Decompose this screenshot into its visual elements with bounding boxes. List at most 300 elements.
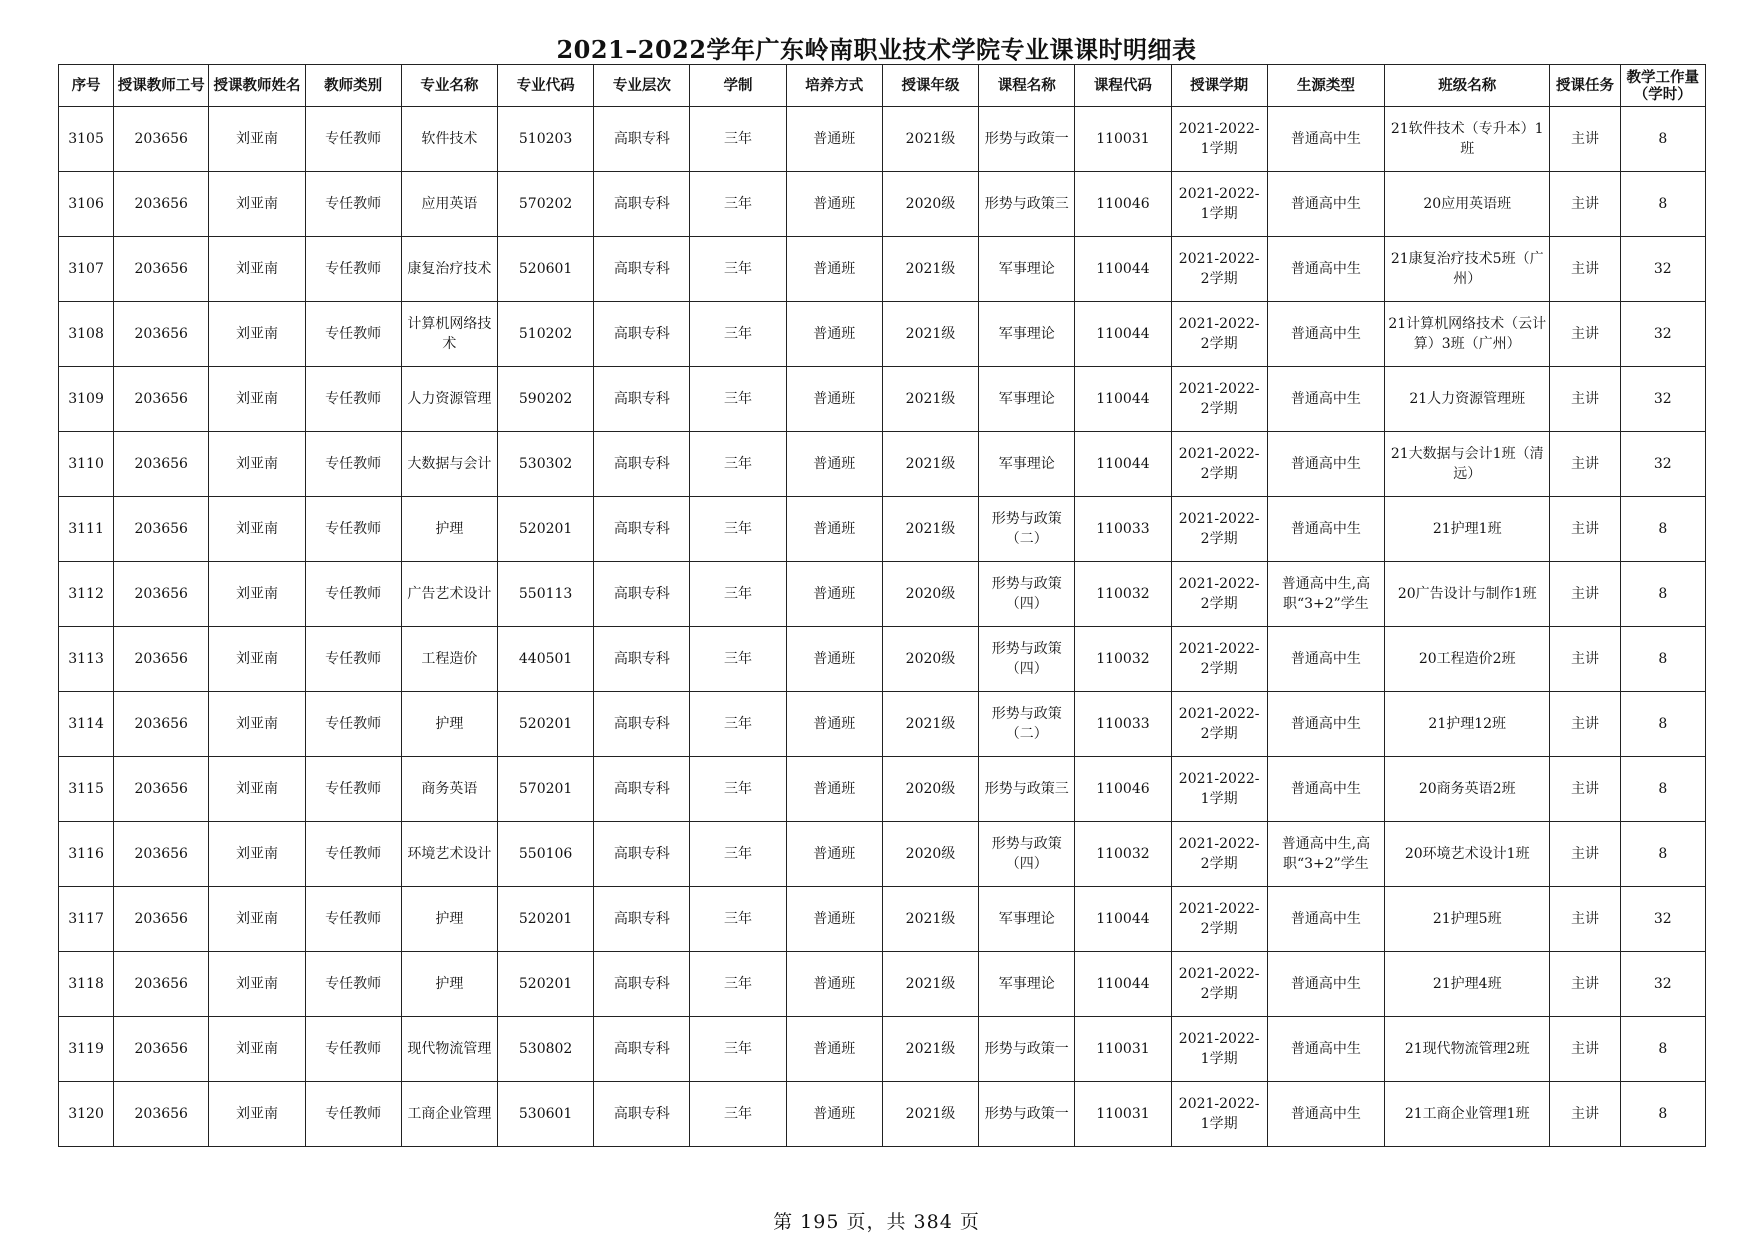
table-cell: 3108 [59, 302, 114, 367]
table-cell: 3109 [59, 367, 114, 432]
document-title: 2021–2022学年广东岭南职业技术学院专业课课时明细表 [556, 35, 1197, 64]
table-cell: 专任教师 [305, 302, 401, 367]
table-cell: 2021-2022-2学期 [1171, 627, 1267, 692]
table-cell: 2021-2022-2学期 [1171, 302, 1267, 367]
table-cell: 刘亚南 [209, 302, 305, 367]
table-cell: 520601 [498, 237, 594, 302]
table-cell: 3112 [59, 562, 114, 627]
table-cell: 8 [1620, 1082, 1705, 1147]
table-cell: 20工程造价2班 [1385, 627, 1550, 692]
table-cell: 形势与政策一 [979, 1017, 1075, 1082]
table-cell: 刘亚南 [209, 627, 305, 692]
table-cell: 3107 [59, 237, 114, 302]
table-cell: 军事理论 [979, 887, 1075, 952]
column-header: 生源类型 [1267, 65, 1384, 107]
table-cell: 2020级 [882, 627, 978, 692]
table-cell: 专任教师 [305, 692, 401, 757]
table-cell: 21软件技术（专升本）1班 [1385, 107, 1550, 172]
table-cell: 203656 [114, 1082, 209, 1147]
table-cell: 8 [1620, 107, 1705, 172]
table-cell: 主讲 [1550, 432, 1620, 497]
table-cell: 203656 [114, 952, 209, 1017]
table-cell: 普通高中生 [1267, 367, 1384, 432]
table-cell: 普通高中生 [1267, 302, 1384, 367]
table-cell: 2021-2022-2学期 [1171, 432, 1267, 497]
table-cell: 20广告设计与制作1班 [1385, 562, 1550, 627]
table-cell: 三年 [690, 887, 786, 952]
table-cell: 520201 [498, 692, 594, 757]
course-hours-table [58, 64, 1706, 1147]
table-cell: 21康复治疗技术5班（广州） [1385, 237, 1550, 302]
table-cell: 刘亚南 [209, 237, 305, 302]
table-cell: 203656 [114, 562, 209, 627]
table-cell: 110044 [1075, 432, 1171, 497]
column-header: 专业层次 [594, 65, 690, 107]
table-cell: 3106 [59, 172, 114, 237]
table-cell: 普通高中生 [1267, 432, 1384, 497]
table-cell: 110044 [1075, 367, 1171, 432]
table-cell: 形势与政策（二） [979, 497, 1075, 562]
table-cell: 21护理1班 [1385, 497, 1550, 562]
table-cell: 刘亚南 [209, 887, 305, 952]
table-cell: 21大数据与会计1班（清远） [1385, 432, 1550, 497]
column-header: 授课教师姓名 [209, 65, 305, 107]
table-cell: 550106 [498, 822, 594, 887]
table-cell: 8 [1620, 692, 1705, 757]
table-cell: 计算机网络技术 [401, 302, 497, 367]
column-header: 课程代码 [1075, 65, 1171, 107]
table-cell: 高职专科 [594, 1017, 690, 1082]
table-cell: 2020级 [882, 757, 978, 822]
table-cell: 普通高中生 [1267, 887, 1384, 952]
table-header-row [59, 65, 1706, 107]
table-cell: 普通班 [786, 562, 882, 627]
table-cell: 203656 [114, 172, 209, 237]
table-cell: 530802 [498, 1017, 594, 1082]
column-header: 班级名称 [1385, 65, 1550, 107]
table-cell: 高职专科 [594, 432, 690, 497]
table-row [59, 692, 1706, 757]
column-header: 学制 [690, 65, 786, 107]
table-cell: 主讲 [1550, 172, 1620, 237]
table-cell: 刘亚南 [209, 692, 305, 757]
table-cell: 520201 [498, 497, 594, 562]
table-cell: 32 [1620, 367, 1705, 432]
table-row [59, 952, 1706, 1017]
table-cell: 形势与政策一 [979, 107, 1075, 172]
table-cell: 8 [1620, 562, 1705, 627]
table-cell: 刘亚南 [209, 562, 305, 627]
table-cell: 高职专科 [594, 302, 690, 367]
table-cell: 军事理论 [979, 237, 1075, 302]
table-row [59, 757, 1706, 822]
table-cell: 3117 [59, 887, 114, 952]
table-cell: 2021-2022-2学期 [1171, 952, 1267, 1017]
table-cell: 三年 [690, 107, 786, 172]
table-cell: 203656 [114, 887, 209, 952]
table-cell: 刘亚南 [209, 172, 305, 237]
column-header: 授课年级 [882, 65, 978, 107]
table-cell: 2021-2022-2学期 [1171, 692, 1267, 757]
table-cell: 三年 [690, 952, 786, 1017]
table-cell: 主讲 [1550, 952, 1620, 1017]
table-cell: 形势与政策（四） [979, 562, 1075, 627]
table-cell: 主讲 [1550, 237, 1620, 302]
table-cell: 主讲 [1550, 367, 1620, 432]
table-cell: 203656 [114, 757, 209, 822]
table-cell: 2021-2022-1学期 [1171, 172, 1267, 237]
table-cell: 203656 [114, 1017, 209, 1082]
table-cell: 专任教师 [305, 627, 401, 692]
table-cell: 专任教师 [305, 952, 401, 1017]
table-cell: 高职专科 [594, 757, 690, 822]
table-cell: 广告艺术设计 [401, 562, 497, 627]
table-cell: 2020级 [882, 822, 978, 887]
column-header: 教学工作量（学时） [1620, 65, 1705, 107]
table-cell: 高职专科 [594, 692, 690, 757]
table-cell: 主讲 [1550, 302, 1620, 367]
table-cell: 3113 [59, 627, 114, 692]
table-cell: 主讲 [1550, 757, 1620, 822]
table-cell: 203656 [114, 692, 209, 757]
table-cell: 普通高中生 [1267, 952, 1384, 1017]
table-cell: 21计算机网络技术（云计算）3班（广州） [1385, 302, 1550, 367]
table-cell: 3111 [59, 497, 114, 562]
table-cell: 高职专科 [594, 887, 690, 952]
table-cell: 主讲 [1550, 822, 1620, 887]
table-cell: 三年 [690, 562, 786, 627]
table-cell: 110032 [1075, 822, 1171, 887]
table-cell: 2021级 [882, 237, 978, 302]
table-cell: 8 [1620, 1017, 1705, 1082]
table-cell: 2021-2022-2学期 [1171, 887, 1267, 952]
table-cell: 2021级 [882, 107, 978, 172]
table-cell: 2021级 [882, 692, 978, 757]
table-cell: 高职专科 [594, 107, 690, 172]
table-cell: 刘亚南 [209, 952, 305, 1017]
table-cell: 普通班 [786, 172, 882, 237]
table-cell: 软件技术 [401, 107, 497, 172]
table-cell: 刘亚南 [209, 107, 305, 172]
table-cell: 军事理论 [979, 367, 1075, 432]
table-cell: 主讲 [1550, 692, 1620, 757]
table-cell: 3105 [59, 107, 114, 172]
table-cell: 21护理4班 [1385, 952, 1550, 1017]
table-cell: 2021-2022-2学期 [1171, 562, 1267, 627]
table-cell: 8 [1620, 627, 1705, 692]
table-cell: 形势与政策三 [979, 172, 1075, 237]
table-cell: 普通班 [786, 627, 882, 692]
table-cell: 2021级 [882, 302, 978, 367]
table-cell: 形势与政策一 [979, 1082, 1075, 1147]
table-cell: 3120 [59, 1082, 114, 1147]
column-header: 授课学期 [1171, 65, 1267, 107]
table-cell: 110032 [1075, 562, 1171, 627]
table-cell: 三年 [690, 627, 786, 692]
table-cell: 主讲 [1550, 497, 1620, 562]
table-row [59, 367, 1706, 432]
table-cell: 普通班 [786, 1082, 882, 1147]
table-cell: 护理 [401, 692, 497, 757]
table-cell: 专任教师 [305, 822, 401, 887]
table-cell: 形势与政策（二） [979, 692, 1075, 757]
column-header: 授课任务 [1550, 65, 1620, 107]
table-cell: 110031 [1075, 107, 1171, 172]
table-cell: 普通高中生 [1267, 107, 1384, 172]
table-cell: 军事理论 [979, 432, 1075, 497]
table-row [59, 822, 1706, 887]
table-cell: 形势与政策三 [979, 757, 1075, 822]
table-cell: 8 [1620, 497, 1705, 562]
table-cell: 2021-2022-1学期 [1171, 1082, 1267, 1147]
table-cell: 20商务英语2班 [1385, 757, 1550, 822]
table-cell: 32 [1620, 887, 1705, 952]
table-cell: 203656 [114, 432, 209, 497]
table-cell: 2021级 [882, 887, 978, 952]
column-header: 授课教师工号 [114, 65, 209, 107]
table-cell: 形势与政策（四） [979, 627, 1075, 692]
table-cell: 护理 [401, 497, 497, 562]
table-cell: 110046 [1075, 757, 1171, 822]
table-cell: 普通高中生 [1267, 497, 1384, 562]
table-cell: 主讲 [1550, 562, 1620, 627]
table-cell: 2021级 [882, 497, 978, 562]
table-cell: 203656 [114, 302, 209, 367]
table-cell: 高职专科 [594, 237, 690, 302]
table-cell: 32 [1620, 432, 1705, 497]
table-row [59, 237, 1706, 302]
table-cell: 20应用英语班 [1385, 172, 1550, 237]
table-cell: 203656 [114, 107, 209, 172]
table-cell: 普通班 [786, 367, 882, 432]
table-cell: 专任教师 [305, 367, 401, 432]
table-cell: 2021-2022-1学期 [1171, 1017, 1267, 1082]
table-cell: 应用英语 [401, 172, 497, 237]
table-cell: 高职专科 [594, 497, 690, 562]
table-row [59, 172, 1706, 237]
table-cell: 三年 [690, 302, 786, 367]
table-row [59, 562, 1706, 627]
table-cell: 专任教师 [305, 172, 401, 237]
table-cell: 护理 [401, 887, 497, 952]
table-cell: 专任教师 [305, 757, 401, 822]
page-number: 第 195 页，共 384 页 [773, 1211, 980, 1233]
table-cell: 三年 [690, 757, 786, 822]
table-cell: 3115 [59, 757, 114, 822]
table-cell: 刘亚南 [209, 367, 305, 432]
table-cell: 高职专科 [594, 172, 690, 237]
table-cell: 110032 [1075, 627, 1171, 692]
table-cell: 110044 [1075, 302, 1171, 367]
table-cell: 32 [1620, 237, 1705, 302]
table-cell: 440501 [498, 627, 594, 692]
table-cell: 203656 [114, 237, 209, 302]
table-cell: 21现代物流管理2班 [1385, 1017, 1550, 1082]
table-cell: 普通班 [786, 692, 882, 757]
table-cell: 康复治疗技术 [401, 237, 497, 302]
table-cell: 刘亚南 [209, 432, 305, 497]
table-cell: 3119 [59, 1017, 114, 1082]
table-cell: 普通高中生 [1267, 237, 1384, 302]
table-cell: 护理 [401, 952, 497, 1017]
table-row [59, 1082, 1706, 1147]
table-cell: 530302 [498, 432, 594, 497]
table-cell: 普通高中生 [1267, 627, 1384, 692]
table-cell: 32 [1620, 302, 1705, 367]
table-cell: 590202 [498, 367, 594, 432]
column-header: 序号 [59, 65, 114, 107]
table-cell: 大数据与会计 [401, 432, 497, 497]
table-cell: 工程造价 [401, 627, 497, 692]
table-cell: 2021级 [882, 1017, 978, 1082]
table-row [59, 1017, 1706, 1082]
table-cell: 普通班 [786, 822, 882, 887]
table-cell: 2020级 [882, 172, 978, 237]
table-cell: 21护理5班 [1385, 887, 1550, 952]
table-row [59, 497, 1706, 562]
table-cell: 21人力资源管理班 [1385, 367, 1550, 432]
table-cell: 刘亚南 [209, 1017, 305, 1082]
table-cell: 普通班 [786, 757, 882, 822]
table-cell: 普通班 [786, 302, 882, 367]
table-cell: 2021-2022-2学期 [1171, 367, 1267, 432]
table-cell: 普通班 [786, 497, 882, 562]
table-cell: 普通高中生,高职“3+2”学生 [1267, 822, 1384, 887]
table-cell: 21工商企业管理1班 [1385, 1082, 1550, 1147]
table-cell: 工商企业管理 [401, 1082, 497, 1147]
table-cell: 高职专科 [594, 627, 690, 692]
table-cell: 专任教师 [305, 1017, 401, 1082]
table-cell: 军事理论 [979, 302, 1075, 367]
table-cell: 普通高中生 [1267, 172, 1384, 237]
table-cell: 2021级 [882, 952, 978, 1017]
table-row [59, 107, 1706, 172]
table-cell: 刘亚南 [209, 822, 305, 887]
table-cell: 21护理12班 [1385, 692, 1550, 757]
table-cell: 8 [1620, 822, 1705, 887]
table-cell: 510202 [498, 302, 594, 367]
table-cell: 32 [1620, 952, 1705, 1017]
table-cell: 2021级 [882, 432, 978, 497]
table-cell: 军事理论 [979, 952, 1075, 1017]
table-cell: 普通班 [786, 237, 882, 302]
table-cell: 形势与政策（四） [979, 822, 1075, 887]
table-row [59, 432, 1706, 497]
table-cell: 2021-2022-2学期 [1171, 497, 1267, 562]
table-cell: 3116 [59, 822, 114, 887]
table-cell: 110031 [1075, 1082, 1171, 1147]
table-cell: 20环境艺术设计1班 [1385, 822, 1550, 887]
column-header: 专业名称 [401, 65, 497, 107]
table-cell: 570201 [498, 757, 594, 822]
table-cell: 三年 [690, 172, 786, 237]
table-cell: 三年 [690, 497, 786, 562]
table-cell: 专任教师 [305, 562, 401, 627]
table-cell: 三年 [690, 1082, 786, 1147]
table-cell: 203656 [114, 367, 209, 432]
table-cell: 普通班 [786, 107, 882, 172]
table-cell: 203656 [114, 627, 209, 692]
table-cell: 110031 [1075, 1017, 1171, 1082]
table-cell: 530601 [498, 1082, 594, 1147]
table-cell: 刘亚南 [209, 497, 305, 562]
table-row [59, 302, 1706, 367]
table-cell: 专任教师 [305, 497, 401, 562]
table-cell: 主讲 [1550, 107, 1620, 172]
column-header: 教师类别 [305, 65, 401, 107]
table-cell: 主讲 [1550, 1017, 1620, 1082]
table-cell: 203656 [114, 822, 209, 887]
table-cell: 高职专科 [594, 1082, 690, 1147]
table-cell: 环境艺术设计 [401, 822, 497, 887]
table-row [59, 887, 1706, 952]
table-cell: 主讲 [1550, 1082, 1620, 1147]
table-cell: 110033 [1075, 497, 1171, 562]
table-cell: 570202 [498, 172, 594, 237]
table-cell: 110044 [1075, 237, 1171, 302]
table-cell: 高职专科 [594, 367, 690, 432]
table-cell: 8 [1620, 757, 1705, 822]
table-cell: 刘亚南 [209, 757, 305, 822]
column-header: 课程名称 [979, 65, 1075, 107]
table-cell: 三年 [690, 432, 786, 497]
column-header: 培养方式 [786, 65, 882, 107]
table-cell: 普通班 [786, 887, 882, 952]
table-cell: 110044 [1075, 952, 1171, 1017]
table-cell: 普通班 [786, 952, 882, 1017]
table-cell: 普通高中生 [1267, 692, 1384, 757]
table-cell: 普通高中生,高职“3+2”学生 [1267, 562, 1384, 627]
table-cell: 110046 [1075, 172, 1171, 237]
table-body [59, 107, 1706, 1147]
table-cell: 2021-2022-1学期 [1171, 757, 1267, 822]
table-cell: 普通高中生 [1267, 757, 1384, 822]
table-cell: 主讲 [1550, 627, 1620, 692]
table-cell: 高职专科 [594, 822, 690, 887]
table-cell: 3118 [59, 952, 114, 1017]
table-cell: 2021级 [882, 367, 978, 432]
table-cell: 110044 [1075, 887, 1171, 952]
column-header: 专业代码 [498, 65, 594, 107]
table-cell: 2021-2022-1学期 [1171, 107, 1267, 172]
table-cell: 3114 [59, 692, 114, 757]
table-cell: 三年 [690, 367, 786, 432]
table-cell: 高职专科 [594, 562, 690, 627]
table-cell: 三年 [690, 822, 786, 887]
table-cell: 三年 [690, 237, 786, 302]
table-cell: 专任教师 [305, 1082, 401, 1147]
table-cell: 专任教师 [305, 107, 401, 172]
table-cell: 三年 [690, 692, 786, 757]
table-cell: 2021-2022-2学期 [1171, 822, 1267, 887]
table-cell: 2020级 [882, 562, 978, 627]
table-cell: 普通班 [786, 432, 882, 497]
table-cell: 专任教师 [305, 432, 401, 497]
table-cell: 普通高中生 [1267, 1082, 1384, 1147]
table-cell: 520201 [498, 887, 594, 952]
table-cell: 高职专科 [594, 952, 690, 1017]
table-cell: 专任教师 [305, 887, 401, 952]
table-cell: 商务英语 [401, 757, 497, 822]
table-cell: 人力资源管理 [401, 367, 497, 432]
table-cell: 110033 [1075, 692, 1171, 757]
table-row [59, 627, 1706, 692]
table-cell: 203656 [114, 497, 209, 562]
table-cell: 三年 [690, 1017, 786, 1082]
table-cell: 2021-2022-2学期 [1171, 237, 1267, 302]
table-cell: 2021级 [882, 1082, 978, 1147]
table-cell: 专任教师 [305, 237, 401, 302]
